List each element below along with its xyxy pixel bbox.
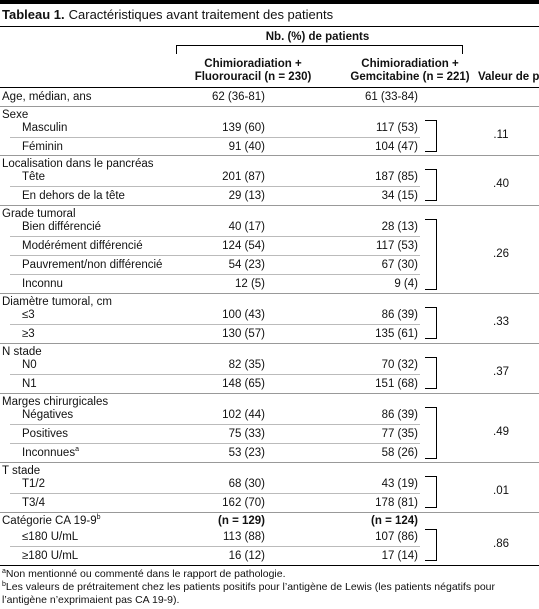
marges-row-label bbox=[22, 446, 79, 460]
tstade-row-col1: 162 (70) bbox=[222, 497, 265, 509]
nstade-pvalue: .37 bbox=[493, 366, 509, 378]
sub-divider bbox=[10, 236, 420, 237]
sub-divider bbox=[10, 255, 420, 256]
grade-row-col1: 124 (54) bbox=[222, 240, 265, 252]
ca-label bbox=[2, 514, 101, 528]
ca-row-col2: 17 (14) bbox=[381, 550, 418, 562]
diam-row-col1: 100 (43) bbox=[222, 309, 265, 321]
header-rule bbox=[0, 26, 539, 27]
marges-label: Marges chirurgicales bbox=[2, 396, 109, 408]
row-divider bbox=[0, 205, 539, 206]
sub-divider bbox=[10, 546, 420, 547]
footnote-a-mark: a bbox=[2, 568, 6, 575]
grade-row-label: Modérément différencié bbox=[22, 240, 143, 252]
group-header: Nb. (%) de patients bbox=[265, 31, 370, 43]
sexe-label: Sexe bbox=[2, 109, 29, 121]
row-divider bbox=[0, 512, 539, 513]
age-label: Age, médian, ans bbox=[2, 91, 92, 103]
marges-row-col1: 75 (33) bbox=[228, 428, 265, 440]
grade-pvalue: .26 bbox=[493, 248, 509, 260]
nstade-row-col1: 82 (35) bbox=[228, 359, 265, 371]
footnote-mark-a: a bbox=[75, 446, 79, 453]
grade-bracket bbox=[425, 219, 437, 290]
tstade-row-label: T1/2 bbox=[22, 478, 46, 490]
marges-row-label: Positives bbox=[22, 428, 69, 440]
ca-pvalue: .86 bbox=[493, 538, 509, 550]
sub-divider bbox=[10, 424, 420, 425]
marges-inconnues-text: Inconnues bbox=[22, 447, 76, 459]
grade-row-col2: 28 (13) bbox=[381, 221, 418, 233]
table-title bbox=[2, 7, 333, 22]
footnote-b-mark: b bbox=[2, 581, 6, 588]
marges-pvalue: .49 bbox=[493, 426, 509, 438]
age-col2: 61 (33-84) bbox=[364, 91, 418, 103]
ca-row-label: ≤180 U/mL bbox=[22, 531, 79, 543]
sub-divider bbox=[10, 493, 420, 494]
ca-bracket bbox=[425, 529, 437, 561]
row-divider bbox=[0, 393, 539, 394]
loc-row-col1: 29 (13) bbox=[228, 190, 265, 202]
diam-label: Diamètre tumoral, cm bbox=[2, 296, 112, 308]
sexe-row-col2: 104 (47) bbox=[375, 141, 418, 153]
sub-divider bbox=[10, 137, 420, 138]
footnote-b bbox=[2, 581, 537, 607]
loc-label: Localisation dans le pancréas bbox=[2, 158, 154, 170]
diam-row-col1: 130 (57) bbox=[222, 328, 265, 340]
marges-row-col1: 102 (44) bbox=[222, 409, 265, 421]
marges-bracket bbox=[425, 407, 437, 459]
diam-pvalue: .33 bbox=[493, 316, 509, 328]
nstade-row-label: N1 bbox=[22, 378, 37, 390]
sexe-row-col1: 139 (60) bbox=[222, 122, 265, 134]
diam-row-label: ≤3 bbox=[22, 309, 35, 321]
grade-row-label: Bien différencié bbox=[22, 221, 102, 233]
grade-row-label: Inconnu bbox=[22, 278, 63, 290]
ca-n-col2: (n = 124) bbox=[371, 515, 418, 527]
marges-row-col2: 77 (35) bbox=[381, 428, 418, 440]
table-caption: Caractéristiques avant traitement des patients bbox=[68, 7, 334, 22]
grade-row-label: Pauvrement/non différencié bbox=[22, 259, 163, 271]
col2-header-line1: Chimioradiation + bbox=[361, 58, 459, 70]
tstade-label: T stade bbox=[2, 465, 41, 477]
sub-divider bbox=[10, 186, 420, 187]
grade-row-col2: 117 (53) bbox=[376, 240, 418, 252]
sexe-row-col1: 91 (40) bbox=[228, 141, 265, 153]
sub-divider bbox=[10, 374, 420, 375]
sexe-bracket bbox=[425, 120, 437, 152]
loc-pvalue: .40 bbox=[493, 178, 509, 190]
nstade-row-col2: 70 (32) bbox=[381, 359, 418, 371]
sexe-pvalue: .11 bbox=[493, 129, 509, 141]
row-divider bbox=[0, 293, 539, 294]
footnote-b-text: Les valeurs de prétraitement chez les patients positifs pour l’antigène de Lewis (les patients négatifs pour l’antigène n’exprimaient pas CA 19-9). bbox=[2, 581, 496, 606]
row-divider bbox=[0, 155, 539, 156]
tstade-row-col2: 178 (81) bbox=[375, 497, 418, 509]
marges-row-col2: 58 (26) bbox=[381, 447, 418, 459]
loc-row-col2: 187 (85) bbox=[375, 171, 418, 183]
sexe-row-col2: 117 (53) bbox=[376, 122, 418, 134]
nstade-row-label: N0 bbox=[22, 359, 37, 371]
loc-row-col1: 201 (87) bbox=[222, 171, 265, 183]
table-number: Tableau 1. bbox=[2, 7, 65, 22]
col1-header-line1: Chimioradiation + bbox=[204, 58, 302, 70]
sub-divider bbox=[10, 443, 420, 444]
nstade-bracket bbox=[425, 357, 437, 389]
diam-bracket bbox=[425, 307, 437, 339]
ca-n-col1: (n = 129) bbox=[218, 515, 265, 527]
tstade-row-col1: 68 (30) bbox=[228, 478, 265, 490]
loc-bracket bbox=[425, 169, 437, 201]
nstade-row-col1: 148 (65) bbox=[222, 378, 265, 390]
pvalue-header: Valeur de p bbox=[478, 71, 539, 83]
footnote-mark-b: b bbox=[96, 514, 101, 521]
diam-row-label: ≥3 bbox=[22, 328, 35, 340]
grade-row-col1: 54 (23) bbox=[228, 259, 265, 271]
ca-label-text: Catégorie CA 19-9 bbox=[2, 515, 97, 527]
col1-header-line2: Fluorouracil (n = 230) bbox=[194, 71, 312, 83]
col2-header-line2: Gemcitabine (n = 221) bbox=[350, 71, 470, 83]
sexe-row-label: Masculin bbox=[22, 122, 68, 134]
tstade-bracket bbox=[425, 476, 437, 508]
footnote-a-text: Non mentionné ou commenté dans le rapport de pathologie. bbox=[5, 568, 286, 580]
row-divider bbox=[0, 343, 539, 344]
sub-divider bbox=[10, 324, 420, 325]
sub-divider bbox=[10, 274, 420, 275]
nstade-label: N stade bbox=[2, 346, 42, 358]
loc-row-label: Tête bbox=[22, 171, 46, 183]
tstade-pvalue: .01 bbox=[493, 485, 509, 497]
age-col1: 62 (36-81) bbox=[211, 91, 265, 103]
row-divider bbox=[0, 106, 539, 107]
nstade-row-col2: 151 (68) bbox=[375, 378, 418, 390]
marges-row-label: Négatives bbox=[22, 409, 74, 421]
header-bottom-rule bbox=[0, 87, 539, 88]
sexe-row-label: Féminin bbox=[22, 141, 63, 153]
ca-row-col1: 113 (88) bbox=[223, 531, 265, 543]
marges-row-col1: 53 (23) bbox=[228, 447, 265, 459]
marges-row-col2: 86 (39) bbox=[381, 409, 418, 421]
tstade-row-col2: 43 (19) bbox=[381, 478, 418, 490]
diam-row-col2: 135 (61) bbox=[375, 328, 418, 340]
top-rule bbox=[0, 0, 539, 4]
ca-row-col2: 107 (86) bbox=[375, 531, 418, 543]
group-bracket bbox=[176, 45, 463, 54]
grade-row-col2: 67 (30) bbox=[381, 259, 418, 271]
grade-row-col1: 12 (5) bbox=[234, 278, 265, 290]
grade-label: Grade tumoral bbox=[2, 208, 76, 220]
ca-row-col1: 16 (12) bbox=[228, 550, 265, 562]
tstade-row-label: T3/4 bbox=[22, 497, 46, 509]
loc-row-label: En dehors de la tête bbox=[22, 190, 125, 202]
table-bottom-rule bbox=[0, 565, 539, 566]
loc-row-col2: 34 (15) bbox=[381, 190, 418, 202]
ca-row-label: ≥180 U/mL bbox=[22, 550, 79, 562]
diam-row-col2: 86 (39) bbox=[381, 309, 418, 321]
footnote-a bbox=[2, 568, 537, 581]
row-divider bbox=[0, 462, 539, 463]
grade-row-col1: 40 (17) bbox=[228, 221, 265, 233]
grade-row-col2: 9 (4) bbox=[394, 278, 418, 290]
